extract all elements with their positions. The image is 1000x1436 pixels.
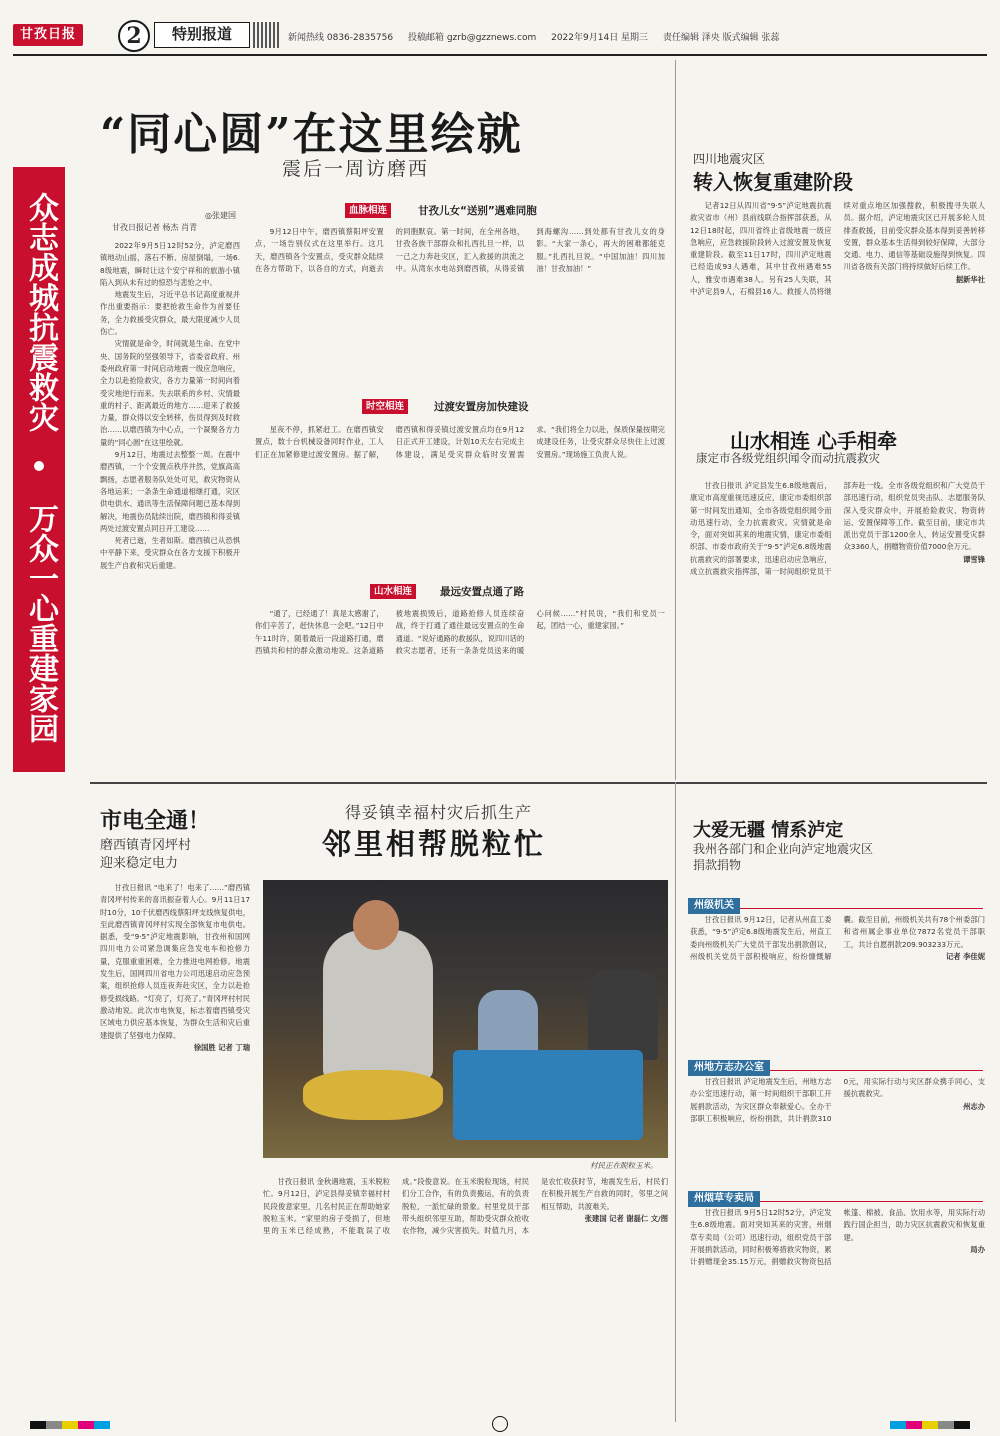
bottom-center-paragraph: 甘孜日报讯 金秋遇地震，玉米脱粒忙。9月12日，泸定县得妥镇幸福村村民段俊意家里，几名村民正在帮助她家脱粒玉米。“家里的房子受损了，但地里的玉米已经成熟，不能耽误了收成。”段俊意说。在玉米脱粒现场，村民们分工合作，有的负责搬运，有的负责脱粒，一派忙碌的景象。村里党员干部带头组织邻里互助，帮助受灾群众抢收农作物，减少灾害损失。时值九月，本是农忙收获时节，地震发生后，村民们在积极开展生产自救的同时，邻里之间相互帮助，共渡难关。 bbox=[263, 1177, 668, 1236]
bottom-left-paragraph: 甘孜日报讯 “电来了！电来了……”磨西镇青冈坪村传来的喜讯振奋着人心。9月11日17时10分，10千伏磨西线蔡阳坪支线恢复供电，至此磨西镇青冈坪村实现全部恢复市电供电。据悉，受“9·5”泸定地震影响，甘孜州和国网四川电力公司紧急调集应急发电车和抢修力量，克服重重困难，全力推进电网抢修。地震发生后，国网四川省电力公司迅速启动应急预案，组织抢修人员连夜奔赴灾区，全力以赴抢修受损线路。“灯亮了，灯亮了。”青冈坪村村民激动地说。此次市电恢复，标志着磨西镇受灾区域电力供应基本恢复，为群众生活和灾后重建提供了坚强电力保障。 bbox=[100, 883, 250, 1040]
section-label: 特别报道 bbox=[154, 22, 250, 48]
bottom-center-title: 邻里相帮脱粒忙 bbox=[322, 827, 547, 861]
section-decoration bbox=[253, 22, 281, 48]
registration-mark bbox=[492, 1416, 508, 1432]
bottom-right-subtitle-1: 我州各部门和企业向泸定地震灾区 bbox=[693, 842, 874, 856]
section-text-2 bbox=[255, 424, 665, 569]
bottom-left-subtitle-1: 磨西镇青冈坪村 bbox=[100, 838, 192, 853]
date: 2022年9月14日 星期三 bbox=[551, 33, 649, 43]
lead-paragraph: 9月12日，地震过去整整一周。在震中磨西镇，一个个安置点秩序井然，党旗高高飘扬，志愿者服务队处处可见，救灾物资从各地运来；一条条生命通道相继打通，灾区供电供水、通讯等生活保障问题已基本得到解决，地震伤员陆续出院，磨西镇和得妥镇两处过渡安置点同日开工建设…… bbox=[100, 450, 240, 533]
section-tag-1: 血脉相连 bbox=[345, 203, 391, 218]
right-article-text bbox=[690, 200, 985, 405]
right-article-source: 据新华社 bbox=[955, 274, 985, 284]
section-tag-2: 时空相连 bbox=[362, 399, 408, 414]
banner-line-1: 众志成城抗震救灾 bbox=[23, 192, 58, 432]
main-lead-column bbox=[100, 240, 240, 760]
column-divider bbox=[675, 60, 676, 780]
section-title-1: 甘孜儿女“送别”遇难同胞 bbox=[418, 205, 537, 217]
main-subhead: 震后一周访磨西 bbox=[282, 158, 430, 180]
editors: 责任编辑 泽央 版式编辑 张蕊 bbox=[662, 33, 780, 43]
right-mid-title: 山水相连 心手相牵 bbox=[730, 429, 897, 453]
right-article-paragraph: 记者12日从四川省“9·5”泸定地震抗震救灾省市（州）县前线联合指挥部获悉，从12日18时起，四川省终止省级地震一级应急响应，应急救援阶段转入过渡安置及恢复重建阶段。截至11日17时，四川泸定地震已经造成93人遇难，其中甘孜州遇难55人，雅安市遇难38人。另有25人失联，其中泸定县9人，石棉县16人。救援人员将继续对重点地区加强搜救，积极搜寻失联人员。据介绍，泸定地震灾区已开展多轮人员排查救援，目前受灾群众基本得到妥善转移安置，群众基本生活得到较好保障，大部分交通、电力、通信等基础设施得到恢复。四川省各级有关部门将持续做好后续工作。 bbox=[690, 201, 985, 297]
banner-line-2: 万众一心重建家园 bbox=[23, 503, 58, 743]
category-paragraph: 甘孜日报讯 9月5日12时52分，泸定发生6.8级地震。面对突如其来的灾害，州烟草专卖局（公司）迅速行动，组织党员干部开展捐款活动，同时积极筹措救灾物资，累计捐赠现金35.15万元，捐赠救灾物资包括帐篷、棉被、食品、饮用水等，用实际行动践行国企担当，助力灾区抗震救灾和恢复重建。 bbox=[690, 1208, 985, 1267]
color-registration-bar-right bbox=[890, 1421, 970, 1429]
category-text-2 bbox=[690, 1076, 985, 1176]
section-title-3: 最远安置点通了路 bbox=[440, 586, 524, 598]
category-label: 州烟草专卖局 bbox=[688, 1191, 760, 1207]
right-mid-subtitle: 康定市各级党组织闻令而动抗震救灾 bbox=[696, 451, 880, 465]
column-divider bbox=[675, 782, 676, 1422]
page-number: 2 bbox=[118, 20, 150, 52]
lead-paragraph: 灾情就是命令，时间就是生命。在党中央、国务院的坚强领导下，省委省政府、州委州政府第一时间启动地震一级应急响应，全力以赴抢险救灾，各方力量第一时间向着受灾地逆行而来。失去联系的乡村、灾情最重的村子、距离最近的地方……迎来了救援力量，群众得以安全转移，伤员得到及时救治……以磨西镇为中心点，一个凝聚各方力量的“同心圆”在这里绘就。 bbox=[100, 339, 240, 447]
header-info bbox=[288, 30, 792, 43]
lead-paragraph: 死者已逝，生者如斯。磨西镇已从恐惧中平静下来，受灾群众在各方支援下积极开展生产自救和灾后重建。 bbox=[100, 536, 240, 570]
category-chronicles-office bbox=[688, 1055, 983, 1071]
right-mid-text bbox=[690, 480, 985, 775]
corn-threshing-photo bbox=[263, 880, 668, 1158]
section-text-1 bbox=[255, 226, 665, 361]
category-paragraph: 甘孜日报讯 9月12日，记者从州直工委获悉，“9·5”泸定6.8级地震发生后，州直工委向州级机关广大党员干部发出捐款倡议，州级机关党员干部积极响应，纷纷慷慨解囊。截至目前，州级机关共有78个州委部门和省州属企事业单位7872名党员干部职工，共计自愿捐款209.903233万元。 bbox=[690, 915, 985, 961]
category-author: 局办 bbox=[970, 1244, 985, 1254]
section-text-3 bbox=[255, 608, 665, 773]
section-title-2: 过渡安置房加快建设 bbox=[434, 401, 529, 413]
category-state-organs bbox=[688, 893, 983, 909]
bottom-left-text bbox=[100, 882, 250, 1412]
category-tobacco-bureau bbox=[688, 1186, 983, 1202]
right-article-kicker: 四川地震灾区 bbox=[693, 152, 766, 166]
category-author: 州志办 bbox=[963, 1101, 985, 1111]
bottom-right-subtitle-2: 捐款捐物 bbox=[693, 858, 742, 872]
bottom-left-subtitle-2: 迎来稳定电力 bbox=[100, 856, 179, 871]
horizontal-divider bbox=[90, 782, 987, 784]
banner-dot bbox=[34, 461, 44, 471]
photo-credit: ◎张建国 bbox=[205, 211, 236, 220]
email: 投稿邮箱 gzrb@gzznews.com bbox=[407, 33, 537, 43]
hotline: 新闻热线 0836-2835756 bbox=[288, 33, 394, 43]
section-tag-3: 山水相连 bbox=[370, 584, 416, 599]
right-mid-author: 谭雪锋 bbox=[963, 554, 985, 564]
page-header bbox=[0, 0, 1000, 58]
lead-paragraph: 地震发生后，习近平总书记高度重视并作出重要指示：要把抢救生命作为首要任务，全力救援受灾群众，最大限度减少人员伤亡。 bbox=[100, 290, 240, 337]
section-1-paragraph: 9月12日中午，磨西镇蔡阳坪安置点，一场告别仪式在这里举行。这几天，磨西镇各个安置点，受灾群众陆续在各方帮助下，以各自的方式，向逝去的同胞默哀。第一时间，在全州各地，甘孜各族干部群众和扎西扎旦一样，以一己之力奔赴灾区，汇入救援的洪流之中。从湾东水电站到磨西镇，从得妥镇到海螺沟……到处都有甘孜儿女的身影。“大家一条心，再大的困难都能克服。”扎西扎旦说。“中国加油！四川加油！甘孜加油！” bbox=[255, 227, 665, 273]
lead-paragraph: 2022年9月5日12时52分，泸定磨西镇地动山摇，落石不断、房屋倒塌，一场6.8级地震，瞬时让这个安宁祥和的旅游小镇陷入到从未有过的惊恐与悲怆之中。 bbox=[100, 241, 240, 287]
right-mid-paragraph: 甘孜日报讯 泸定县发生6.8级地震后，康定市高度重视迅速反应，康定市委组织部第一时间发出通知，全市各级党组织闻令而动迅速行动，全力抗震救灾。灾情就是命令，面对突如其来的地震灾情，康定市委组织部、市委市政府关于“9·5”泸定6.8级地震抗震救灾的部署要求，迅速启动应急响应，成立抗震救灾指挥部，第一时间组织党员干部奔赴一线。全市各级党组织和广大党员干部迅速行动，组织党员突击队、志愿服务队深入受灾群众中，开展抢险救灾、物资转运、安置保障等工作。截至目前，康定市共派出党员干部1200余人，转运安置受灾群众3360人，捐赠物资价值7000余万元。 bbox=[690, 481, 985, 577]
color-registration-bar-left bbox=[30, 1421, 110, 1429]
right-article-title: 转入恢复重建阶段 bbox=[693, 170, 853, 194]
bottom-left-title: 市电全通！ bbox=[100, 808, 211, 834]
category-text-1 bbox=[690, 914, 985, 1029]
bottom-center-author: 张建国 记者 谢磊仁 文/图 bbox=[584, 1213, 668, 1223]
bottom-center-kicker: 得妥镇幸福村灾后抓生产 bbox=[345, 803, 533, 822]
main-byline: 甘孜日报记者 杨杰 肖青 bbox=[112, 223, 198, 232]
bottom-center-text bbox=[263, 1176, 668, 1416]
category-label: 州级机关 bbox=[688, 898, 740, 914]
category-author: 记者 李佳妮 bbox=[945, 951, 985, 961]
category-text-3 bbox=[690, 1207, 985, 1412]
main-headline: “同心圆”在这里绘就 bbox=[100, 109, 523, 160]
sidebar-banner bbox=[13, 167, 65, 772]
bottom-right-title: 大爱无疆 情系泸定 bbox=[693, 820, 844, 841]
category-label: 州地方志办公室 bbox=[688, 1060, 770, 1076]
bottom-left-author: 徐国胜 记者 丁瑞 bbox=[193, 1042, 250, 1052]
newspaper-logo: 甘孜日报 bbox=[13, 24, 83, 46]
section-3-paragraph: “通了，已经通了！真是太感谢了，你们辛苦了，赶快休息一会吧。”12日中午11时许，随着最后一段道路打通，磨西镇共和村的群众激动地说。这条道路被地震损毁后，道路抢修人员连续奋战，终于打通了通往最远安置点的生命通道。“说好通路的救援队，说四川话的救灾志愿者，还有一条条党员送来的暖心问候……”村民说，“我们和党员一起，团结一心，重建家园。” bbox=[255, 609, 665, 655]
header-rule bbox=[13, 54, 987, 56]
section-2-paragraph: 星夜不停，抓紧赶工。在磨西镇安置点，数十台机械设备同时作业，工人们正在加紧修建过渡安置房。据了解，磨西镇和得妥镇过渡安置点均在9月12日正式开工建设，计划10天左右完成主体建设，满足受灾群众临时安置需求。“我们将全力以赴，保质保量按期完成建设任务，让受灾群众尽快住上过渡安置房。”现场施工负责人说。 bbox=[255, 425, 665, 459]
photo-caption: 村民正在脱粒玉米。 bbox=[590, 1161, 658, 1170]
category-paragraph: 甘孜日报讯 泸定地震发生后，州地方志办公室迅速行动，第一时间组织干部职工开展捐款活动，为灾区群众奉献爱心。全办干部职工积极响应，纷纷捐款，共计捐款3100元，用实际行动与灾区群众携手同心，支援抗震救灾。 bbox=[690, 1077, 985, 1123]
